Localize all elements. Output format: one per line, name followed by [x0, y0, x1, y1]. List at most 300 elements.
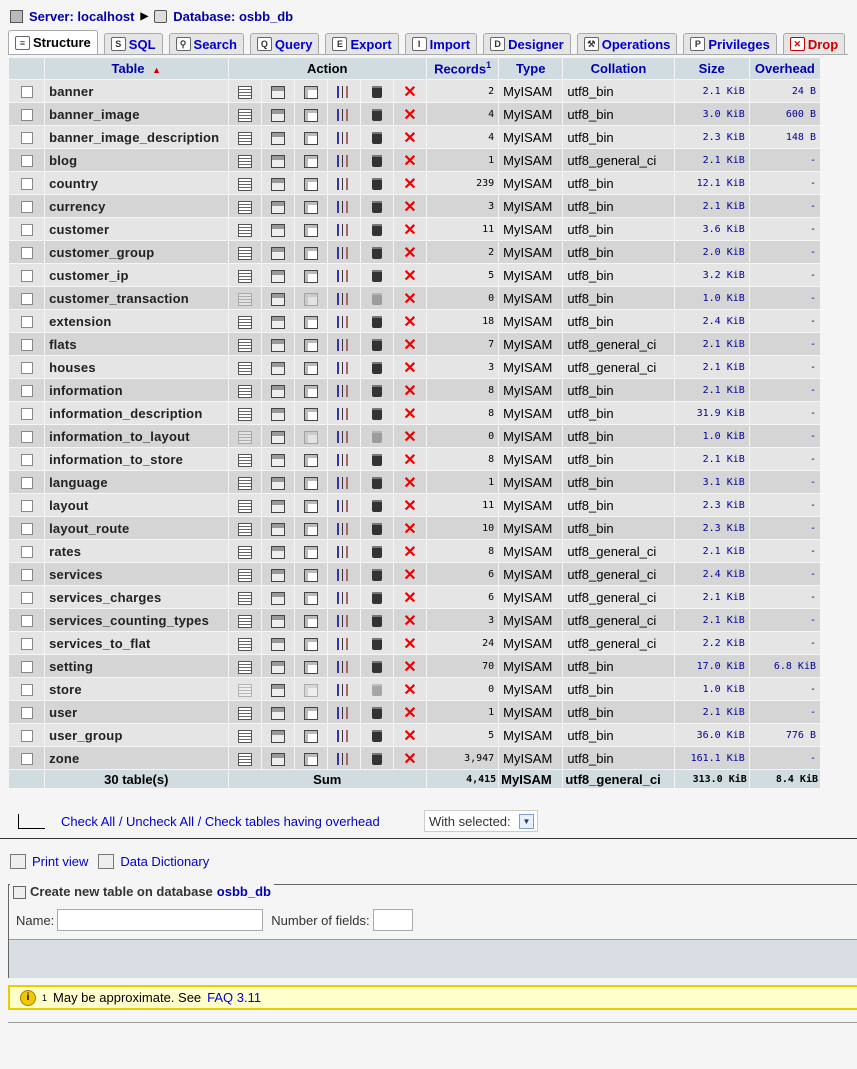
- structure-icon[interactable]: [271, 684, 285, 697]
- structure-icon[interactable]: [271, 615, 285, 628]
- browse-icon[interactable]: [238, 454, 252, 467]
- records-value: 6: [427, 563, 498, 585]
- empty-icon[interactable]: [372, 730, 382, 742]
- search-icon[interactable]: [304, 247, 318, 260]
- structure-icon[interactable]: [271, 316, 285, 329]
- data-dictionary-link[interactable]: Data Dictionary: [120, 853, 210, 869]
- drop-icon[interactable]: ✕: [403, 635, 417, 653]
- table-name[interactable]: flats: [45, 333, 227, 355]
- tab-sql[interactable]: [104, 33, 163, 54]
- row-checkbox[interactable]: [21, 592, 33, 604]
- empty-icon[interactable]: [372, 247, 382, 259]
- drop-icon[interactable]: ✕: [403, 566, 417, 584]
- empty-action-cell: [361, 126, 393, 148]
- drop-icon[interactable]: ✕: [403, 83, 417, 101]
- footer-table-count: 30 table(s): [45, 770, 227, 788]
- drop-icon[interactable]: ✕: [403, 382, 417, 400]
- browse-icon[interactable]: [238, 132, 252, 145]
- structure-icon[interactable]: [271, 477, 285, 490]
- insert-icon[interactable]: [337, 178, 351, 190]
- insert-icon[interactable]: [337, 454, 351, 466]
- browse-icon[interactable]: [238, 270, 252, 283]
- search-icon[interactable]: [304, 753, 318, 766]
- check-overhead-link[interactable]: Check tables having overhead: [204, 813, 380, 829]
- table-name[interactable]: banner: [45, 80, 227, 102]
- browse-icon[interactable]: [238, 546, 252, 559]
- faq-link[interactable]: FAQ 3.11: [207, 990, 262, 1005]
- row-checkbox[interactable]: [21, 316, 33, 328]
- table-name[interactable]: customer_transaction: [45, 287, 227, 309]
- drop-action-cell: [394, 540, 426, 562]
- browse-action-cell: [229, 379, 261, 401]
- browse-icon[interactable]: [238, 201, 252, 214]
- drop-icon[interactable]: ✕: [403, 129, 417, 147]
- insert-icon[interactable]: [337, 431, 351, 443]
- row-checkbox[interactable]: [21, 385, 33, 397]
- insert-action-cell: [328, 701, 360, 723]
- browse-icon[interactable]: [238, 477, 252, 490]
- table-name[interactable]: user_group: [45, 724, 227, 746]
- browse-icon[interactable]: [238, 638, 252, 651]
- tab-query[interactable]: [250, 33, 320, 54]
- insert-icon[interactable]: [337, 477, 351, 489]
- insert-icon[interactable]: [337, 362, 351, 374]
- drop-icon[interactable]: ✕: [403, 451, 417, 469]
- table-name[interactable]: blog: [45, 149, 227, 171]
- search-icon[interactable]: [304, 132, 318, 145]
- structure-action-cell: [262, 586, 294, 608]
- tab-structure[interactable]: [8, 30, 98, 54]
- print-links: [10, 852, 209, 870]
- insert-icon[interactable]: [337, 385, 351, 397]
- search-icon[interactable]: [304, 638, 318, 651]
- drop-icon[interactable]: ✕: [403, 474, 417, 492]
- drop-action-cell: [394, 241, 426, 263]
- row-checkbox[interactable]: [21, 224, 33, 236]
- tab-drop[interactable]: [783, 33, 845, 54]
- insert-icon[interactable]: [337, 224, 351, 236]
- structure-icon[interactable]: [271, 247, 285, 260]
- insert-icon[interactable]: [337, 316, 351, 328]
- browse-icon[interactable]: [238, 155, 252, 168]
- structure-icon[interactable]: [271, 546, 285, 559]
- empty-icon[interactable]: [372, 592, 382, 604]
- empty-icon[interactable]: [372, 224, 382, 236]
- row-checkbox[interactable]: [21, 753, 33, 765]
- browse-icon[interactable]: [238, 247, 252, 260]
- empty-icon[interactable]: [372, 201, 382, 213]
- drop-icon[interactable]: ✕: [403, 589, 417, 607]
- empty-icon[interactable]: [372, 316, 382, 328]
- browse-icon[interactable]: [238, 109, 252, 122]
- browse-icon[interactable]: [238, 523, 252, 536]
- row-checkbox[interactable]: [21, 661, 33, 673]
- drop-icon[interactable]: ✕: [403, 497, 417, 515]
- structure-icon[interactable]: [271, 86, 285, 99]
- drop-icon[interactable]: ✕: [403, 658, 417, 676]
- structure-icon[interactable]: [271, 638, 285, 651]
- browse-icon[interactable]: [238, 592, 252, 605]
- size-value: 1.0 KiB: [675, 287, 749, 309]
- row-checkbox[interactable]: [21, 270, 33, 282]
- empty-icon[interactable]: [372, 477, 382, 489]
- browse-icon[interactable]: [238, 615, 252, 628]
- browse-icon[interactable]: [238, 707, 252, 720]
- insert-icon[interactable]: [337, 500, 351, 512]
- print-view-link[interactable]: Print view: [32, 853, 89, 869]
- row-checkbox[interactable]: [21, 247, 33, 259]
- empty-icon[interactable]: [372, 270, 382, 282]
- browse-icon[interactable]: [238, 408, 252, 421]
- engine-type: MyISAM: [499, 632, 562, 654]
- tab-operations[interactable]: [577, 33, 678, 54]
- empty-action-cell: [361, 724, 393, 746]
- structure-icon[interactable]: [271, 753, 285, 766]
- search-icon[interactable]: [304, 615, 318, 628]
- empty-icon[interactable]: [372, 178, 382, 190]
- row-checkbox[interactable]: [21, 569, 33, 581]
- empty-icon[interactable]: [372, 638, 382, 650]
- search-icon[interactable]: [304, 592, 318, 605]
- table-name[interactable]: services_to_flat: [45, 632, 227, 654]
- drop-icon[interactable]: ✕: [403, 405, 417, 423]
- empty-icon: [372, 431, 382, 443]
- row-checkbox[interactable]: [21, 339, 33, 351]
- insert-icon[interactable]: [337, 615, 351, 627]
- browse-icon[interactable]: [238, 569, 252, 582]
- empty-icon[interactable]: [372, 661, 382, 673]
- empty-icon[interactable]: [372, 385, 382, 397]
- insert-icon[interactable]: [337, 293, 351, 305]
- empty-icon[interactable]: [372, 132, 382, 144]
- chevron-down-icon[interactable]: ▼: [519, 814, 534, 829]
- table-name[interactable]: services_counting_types: [45, 609, 227, 631]
- table-name-input[interactable]: [57, 909, 263, 931]
- insert-icon[interactable]: [337, 247, 351, 259]
- overhead-column-header: Overhead: [750, 58, 820, 79]
- table-name[interactable]: store: [45, 678, 227, 700]
- table-row: [9, 402, 820, 424]
- insert-icon[interactable]: [337, 707, 351, 719]
- structure-icon[interactable]: [271, 132, 285, 145]
- row-checkbox[interactable]: [21, 454, 33, 466]
- search-icon[interactable]: [304, 362, 318, 375]
- tab-export[interactable]: [325, 33, 398, 54]
- check-all-link[interactable]: Check All: [61, 813, 116, 829]
- drop-icon[interactable]: ✕: [403, 267, 417, 285]
- row-checkbox-cell: [9, 655, 44, 677]
- browse-icon[interactable]: [238, 661, 252, 674]
- drop-icon[interactable]: ✕: [403, 175, 417, 193]
- browse-icon[interactable]: [238, 730, 252, 743]
- drop-icon[interactable]: ✕: [403, 543, 417, 561]
- table-name[interactable]: services: [45, 563, 227, 585]
- table-name[interactable]: customer_ip: [45, 264, 227, 286]
- table-name[interactable]: user: [45, 701, 227, 723]
- drop-icon[interactable]: ✕: [403, 313, 417, 331]
- table-name[interactable]: layout_route: [45, 517, 227, 539]
- table-name[interactable]: customer: [45, 218, 227, 240]
- drop-action-cell: [394, 724, 426, 746]
- table-row: [9, 471, 820, 493]
- empty-action-cell: [361, 632, 393, 654]
- drop-icon[interactable]: ✕: [403, 198, 417, 216]
- browse-action-cell: [229, 494, 261, 516]
- structure-action-cell: [262, 402, 294, 424]
- browse-icon[interactable]: [238, 753, 252, 766]
- table-name[interactable]: rates: [45, 540, 227, 562]
- browse-icon: [238, 684, 252, 697]
- table-name[interactable]: currency: [45, 195, 227, 217]
- records-value: 10: [427, 517, 498, 539]
- browse-icon[interactable]: [238, 500, 252, 513]
- insert-icon[interactable]: [337, 86, 351, 98]
- drop-action-cell: [394, 517, 426, 539]
- search-icon[interactable]: [304, 224, 318, 237]
- drop-icon[interactable]: ✕: [403, 152, 417, 170]
- row-checkbox[interactable]: [21, 201, 33, 213]
- structure-icon[interactable]: [271, 178, 285, 191]
- table-name[interactable]: information: [45, 379, 227, 401]
- drop-icon[interactable]: ✕: [403, 244, 417, 262]
- table-column-header[interactable]: [45, 58, 227, 79]
- structure-action-cell: [262, 517, 294, 539]
- row-checkbox[interactable]: [21, 477, 33, 489]
- records-value: 1: [427, 149, 498, 171]
- insert-icon[interactable]: [337, 109, 351, 121]
- search-icon[interactable]: [304, 569, 318, 582]
- row-checkbox-cell: [9, 425, 44, 447]
- insert-icon[interactable]: [337, 339, 351, 351]
- insert-action-cell: [328, 195, 360, 217]
- row-checkbox[interactable]: [21, 546, 33, 558]
- empty-icon[interactable]: [372, 155, 382, 167]
- empty-action-cell: [361, 172, 393, 194]
- structure-icon[interactable]: [271, 408, 285, 421]
- drop-icon[interactable]: ✕: [403, 750, 417, 768]
- empty-icon[interactable]: [372, 707, 382, 719]
- structure-icon[interactable]: [271, 385, 285, 398]
- search-icon[interactable]: [304, 155, 318, 168]
- browse-icon[interactable]: [238, 339, 252, 352]
- table-name[interactable]: houses: [45, 356, 227, 378]
- insert-icon[interactable]: [337, 155, 351, 167]
- table-name[interactable]: extension: [45, 310, 227, 332]
- number-of-fields-input[interactable]: [373, 909, 413, 931]
- row-checkbox[interactable]: [21, 408, 33, 420]
- drop-icon[interactable]: ✕: [403, 106, 417, 124]
- tab-import[interactable]: [405, 33, 477, 54]
- uncheck-all-link[interactable]: Uncheck All: [126, 813, 194, 829]
- structure-icon[interactable]: [271, 293, 285, 306]
- search-icon[interactable]: [304, 408, 318, 421]
- row-checkbox[interactable]: [21, 638, 33, 650]
- table-name[interactable]: information_description: [45, 402, 227, 424]
- empty-icon[interactable]: [372, 569, 382, 581]
- insert-action-cell: [328, 379, 360, 401]
- search-icon[interactable]: [304, 500, 318, 513]
- insert-icon[interactable]: [337, 270, 351, 282]
- structure-icon[interactable]: [271, 707, 285, 720]
- insert-icon[interactable]: [337, 132, 351, 144]
- drop-icon[interactable]: ✕: [403, 336, 417, 354]
- insert-action-cell: [328, 494, 360, 516]
- empty-icon[interactable]: [372, 362, 382, 374]
- drop-action-cell: [394, 586, 426, 608]
- structure-icon[interactable]: [271, 454, 285, 467]
- drop-icon[interactable]: ✕: [403, 681, 417, 699]
- insert-action-cell: [328, 172, 360, 194]
- search-icon[interactable]: [304, 201, 318, 214]
- search-icon[interactable]: [304, 339, 318, 352]
- drop-icon[interactable]: ✕: [403, 290, 417, 308]
- table-name[interactable]: information_to_store: [45, 448, 227, 470]
- search-icon[interactable]: [304, 546, 318, 559]
- browse-icon[interactable]: [238, 316, 252, 329]
- database-link[interactable]: Database: osbb_db: [173, 8, 294, 24]
- collation-column-header: Collation: [563, 58, 673, 79]
- table-name[interactable]: banner_image_description: [45, 126, 227, 148]
- row-checkbox[interactable]: [21, 523, 33, 535]
- structure-icon[interactable]: [271, 155, 285, 168]
- browse-icon[interactable]: [238, 178, 252, 191]
- structure-icon[interactable]: [271, 592, 285, 605]
- search-icon[interactable]: [304, 86, 318, 99]
- browse-icon[interactable]: [238, 86, 252, 99]
- search-icon[interactable]: [304, 477, 318, 490]
- tab-designer[interactable]: [483, 33, 571, 54]
- tab-label: Search: [193, 36, 237, 52]
- insert-icon[interactable]: [337, 661, 351, 673]
- insert-icon[interactable]: [337, 523, 351, 535]
- search-icon[interactable]: [304, 385, 318, 398]
- size-value: 2.3 KiB: [675, 517, 749, 539]
- structure-icon[interactable]: [271, 730, 285, 743]
- search-icon[interactable]: [304, 270, 318, 283]
- table-name[interactable]: information_to_layout: [45, 425, 227, 447]
- search-icon[interactable]: [304, 707, 318, 720]
- empty-icon[interactable]: [372, 500, 382, 512]
- records-column-header[interactable]: [427, 58, 498, 79]
- insert-icon[interactable]: [337, 684, 351, 696]
- row-checkbox[interactable]: [21, 707, 33, 719]
- search-icon[interactable]: [304, 730, 318, 743]
- table-row: [9, 540, 820, 562]
- row-checkbox[interactable]: [21, 684, 33, 696]
- with-selected-dropdown[interactable]: [424, 810, 538, 832]
- tab-privileges[interactable]: [683, 33, 776, 54]
- search-icon[interactable]: [304, 523, 318, 536]
- table-name[interactable]: layout: [45, 494, 227, 516]
- row-checkbox[interactable]: [21, 615, 33, 627]
- empty-action-cell: [361, 448, 393, 470]
- row-checkbox[interactable]: [21, 178, 33, 190]
- server-link[interactable]: Server: localhost: [29, 8, 135, 24]
- row-checkbox[interactable]: [21, 86, 33, 98]
- table-name[interactable]: customer_group: [45, 241, 227, 263]
- browse-icon[interactable]: [238, 385, 252, 398]
- structure-icon[interactable]: [271, 661, 285, 674]
- empty-icon[interactable]: [372, 109, 382, 121]
- insert-icon[interactable]: [337, 546, 351, 558]
- collation-value: utf8_bin: [563, 655, 673, 677]
- empty-icon[interactable]: [372, 454, 382, 466]
- insert-icon[interactable]: [337, 638, 351, 650]
- browse-icon[interactable]: [238, 362, 252, 375]
- row-checkbox[interactable]: [21, 155, 33, 167]
- drop-icon[interactable]: ✕: [403, 704, 417, 722]
- structure-icon[interactable]: [271, 569, 285, 582]
- row-checkbox[interactable]: [21, 132, 33, 144]
- table-name[interactable]: banner_image: [45, 103, 227, 125]
- drop-icon[interactable]: ✕: [403, 221, 417, 239]
- search-icon[interactable]: [304, 661, 318, 674]
- table-name[interactable]: language: [45, 471, 227, 493]
- drop-icon[interactable]: ✕: [403, 359, 417, 377]
- empty-icon[interactable]: [372, 615, 382, 627]
- browse-icon[interactable]: [238, 224, 252, 237]
- insert-icon[interactable]: [337, 569, 351, 581]
- table-name[interactable]: zone: [45, 747, 227, 769]
- drop-icon[interactable]: ✕: [403, 727, 417, 745]
- table-name[interactable]: country: [45, 172, 227, 194]
- row-checkbox[interactable]: [21, 293, 33, 305]
- empty-icon[interactable]: [372, 408, 382, 420]
- empty-icon[interactable]: [372, 523, 382, 535]
- insert-icon[interactable]: [337, 408, 351, 420]
- drop-icon[interactable]: ✕: [403, 612, 417, 630]
- size-value: 3.1 KiB: [675, 471, 749, 493]
- structure-icon[interactable]: [271, 500, 285, 513]
- row-checkbox[interactable]: [21, 730, 33, 742]
- insert-icon[interactable]: [337, 730, 351, 742]
- row-checkbox[interactable]: [21, 362, 33, 374]
- search-icon[interactable]: [304, 109, 318, 122]
- row-checkbox[interactable]: [21, 109, 33, 121]
- structure-icon[interactable]: [271, 270, 285, 283]
- row-checkbox[interactable]: [21, 431, 33, 443]
- structure-icon[interactable]: [271, 109, 285, 122]
- create-legend-database: osbb_db: [216, 884, 271, 899]
- structure-icon[interactable]: [271, 339, 285, 352]
- drop-icon[interactable]: ✕: [403, 520, 417, 538]
- insert-icon[interactable]: [337, 201, 351, 213]
- search-icon[interactable]: [304, 454, 318, 467]
- table-name[interactable]: services_charges: [45, 586, 227, 608]
- empty-icon[interactable]: [372, 86, 382, 98]
- search-action-cell: [295, 655, 327, 677]
- tab-search[interactable]: [169, 33, 244, 54]
- empty-icon[interactable]: [372, 753, 382, 765]
- search-icon[interactable]: [304, 316, 318, 329]
- records-value: 1: [427, 471, 498, 493]
- structure-icon[interactable]: [271, 523, 285, 536]
- insert-icon[interactable]: [337, 592, 351, 604]
- structure-icon[interactable]: [271, 224, 285, 237]
- insert-icon[interactable]: [337, 753, 351, 765]
- overhead-value: -: [750, 264, 820, 286]
- structure-icon[interactable]: [271, 201, 285, 214]
- empty-icon[interactable]: [372, 339, 382, 351]
- table-name[interactable]: setting: [45, 655, 227, 677]
- engine-type: MyISAM: [499, 218, 562, 240]
- search-icon[interactable]: [304, 178, 318, 191]
- structure-icon[interactable]: [271, 431, 285, 444]
- row-checkbox[interactable]: [21, 500, 33, 512]
- structure-icon[interactable]: [271, 362, 285, 375]
- drop-icon[interactable]: ✕: [403, 428, 417, 446]
- empty-icon[interactable]: [372, 546, 382, 558]
